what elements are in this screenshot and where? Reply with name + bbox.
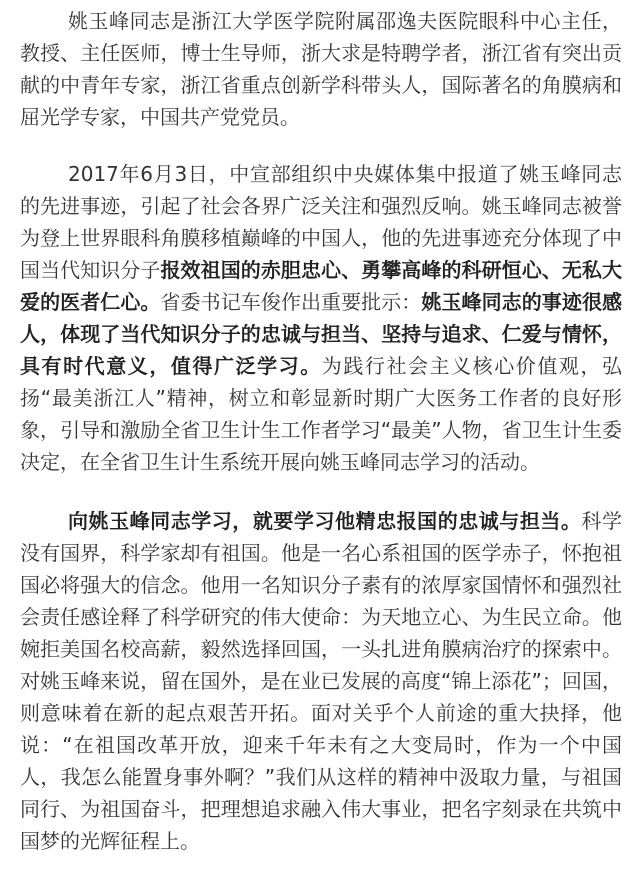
paragraph-loyalty xyxy=(20,505,622,857)
paragraph-text: 为践行社会主义核心价值观，弘扬“最美浙江人”精神，树立和彰显新时期广大医务工作者的良好形象，引导和激励全省卫生计生工作者学习“最美”人物，省卫生计生委决定，在全省卫生计生系统开展向姚玉峰同志学习的活动。 xyxy=(20,354,623,474)
paragraph-text: 省委书记车俊作出重要批示： xyxy=(160,290,422,314)
paragraph-text: 姚玉峰同志是浙江大学医学院附属邵逸夫医院眼科中心主任，教授、主任医师，博士生导师，浙大求是特聘学者，浙江省有突出贡献的中青年专家，浙江省重点创新学科带头人，国际著名的角膜病和屈光学专家，中国共产党党员。 xyxy=(20,9,622,129)
paragraph-text: 2017年6月3日，中宣部组织中央媒体集中报道了姚玉峰同志的先进事迹，引起了社会各界广泛关注和强烈反响。姚玉峰同志被誉为登上世界眼科角膜移植巅峰的中国人，他的先进事迹充分体现了中国当代知识分子 xyxy=(20,162,622,282)
emphasis-three-hearts: 报效祖国的赤胆忠心、勇攀高峰的科研恒心、无私大爱的医者仁心。 xyxy=(20,258,623,314)
paragraph-text: 科学没有国界，科学家却有祖国。他是一名心系祖国的医学赤子，怀抱祖国必将强大的信念。他用一名知识分子素有的浓厚家国情怀和强烈社会责任感诠释了科学研究的伟大使命：为天地立心、为生民立命。他婉拒美国名校高薪，毅然选择回国，一头扎进角膜病治疗的探索中。对姚玉峰来说，留在国外，是在业已发展的高度“锦上添花”；回国，则意味着在新的起点艰苦开拓。面对关乎个人前途的重大抉择，他说：“在祖国改革开放，迎来千年未有之大变局时，作为一个中国人，我怎么能置身事外啊？”我们从这样的精神中汲取力量，与祖国同行、为祖国奋斗，把理想追求融入伟大事业，把名字刻录在共筑中国梦的光辉征程上。 xyxy=(20,509,623,853)
section-lead-heading: 向姚玉峰同志学习，就要学习他精忠报国的忠诚与担当。 xyxy=(68,509,582,533)
paragraph-news-report xyxy=(20,158,622,478)
paragraph-introduction xyxy=(20,5,622,133)
emphasis-instruction-quote: 姚玉峰同志的事迹很感人，体现了当代知识分子的忠诚与担当、坚持与追求、仁爱与情怀，具有时代意义，值得广泛学习。 xyxy=(20,290,623,378)
